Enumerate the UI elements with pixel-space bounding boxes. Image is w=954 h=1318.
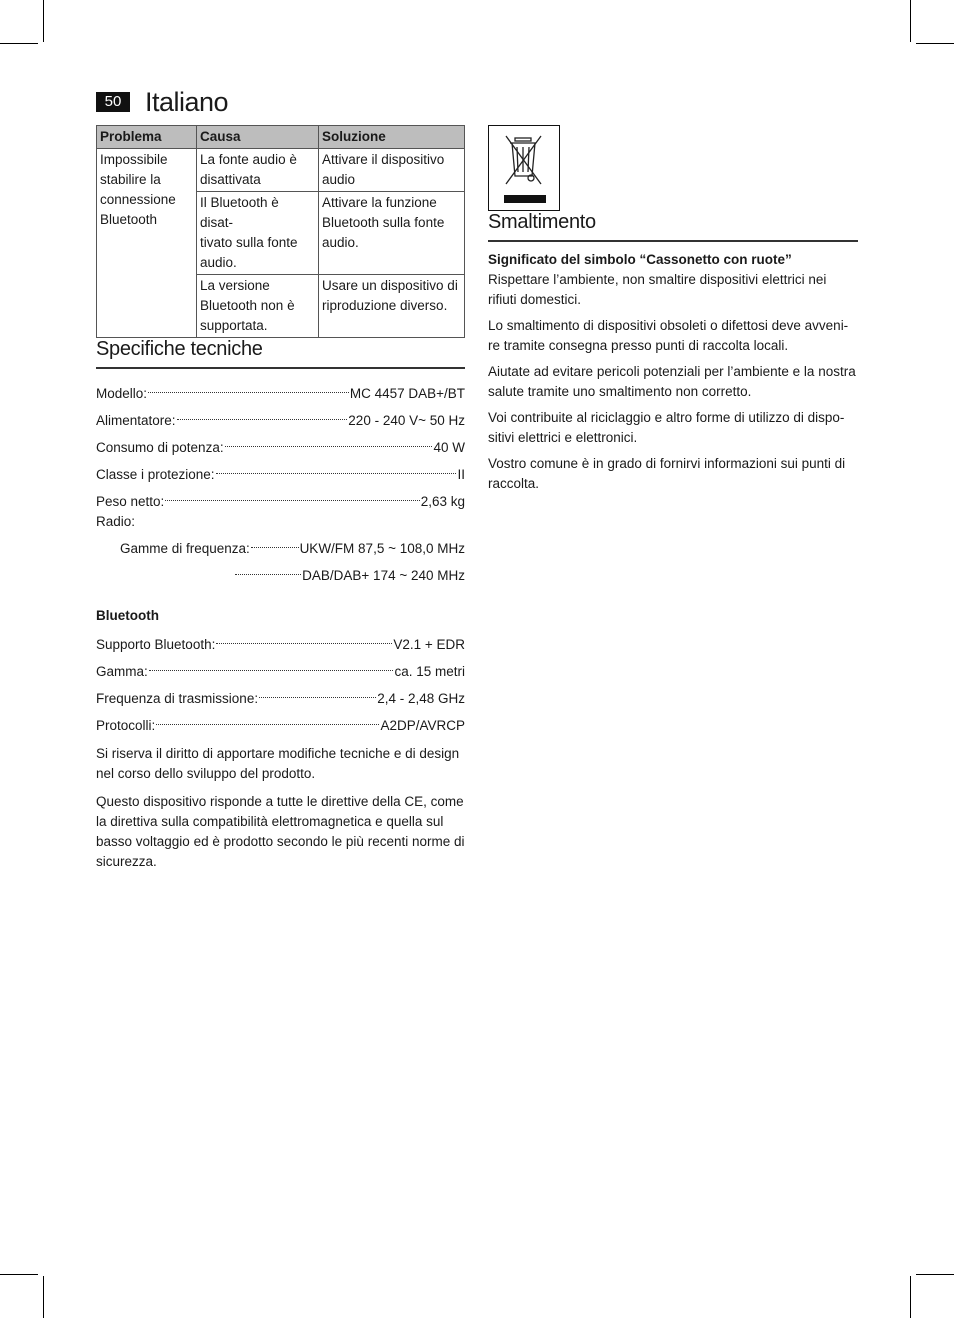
cell-line: supportata. <box>200 318 268 333</box>
column-header: Soluzione <box>319 126 465 149</box>
cell-line: audio. <box>322 235 359 250</box>
cell-line: Il Bluetooth è disat- <box>200 195 279 230</box>
bluetooth-specs-list <box>96 628 465 736</box>
dot-leader <box>165 480 419 501</box>
page-title: Italiano <box>145 87 229 117</box>
dot-leader <box>225 426 433 447</box>
crop-mark <box>0 43 38 44</box>
cell-line: audio. <box>200 255 237 270</box>
disposal-paragraph: Rispettare l’ambiente, non smaltire dispositivi elettrici nei rifiuti domestici. <box>488 272 827 307</box>
spec-label: Modello: <box>96 386 148 401</box>
cell-line: Attivare la funzione <box>322 195 437 210</box>
column-header: Causa <box>197 126 319 149</box>
solution-cell <box>319 149 465 192</box>
disposal-paragraph: Aiutate ad evitare pericoli potenziali per l’ambiente e la nostra salute tramite uno smaltimento non corretto. <box>488 364 856 399</box>
dot-leader <box>216 623 392 644</box>
solution-cell <box>319 192 465 275</box>
spec-label: Consumo di potenza: <box>96 440 224 455</box>
spec-label: Classe i protezione: <box>96 467 215 482</box>
cause-cell <box>197 149 319 192</box>
table-header-row <box>97 126 465 149</box>
cause-cell <box>197 275 319 338</box>
cause-cell <box>197 192 319 275</box>
spec-label: Protocolli: <box>96 718 156 733</box>
cell-line: Bluetooth sulla fonte <box>322 215 445 230</box>
spec-value: 220 - 240 V~ 50 Hz <box>348 413 465 428</box>
cell-line: Bluetooth non è <box>200 298 295 313</box>
spec-label: Supporto Bluetooth: <box>96 637 216 652</box>
cell-line: Impossibile <box>100 152 168 167</box>
crossed-out-wheelie-bin-icon <box>488 125 560 211</box>
troubleshooting-table <box>96 125 465 338</box>
right-column <box>488 125 858 494</box>
crop-mark <box>910 0 911 42</box>
disposal-paragraph: Lo smaltimento di dispositivi obsoleti o difettosi deve avveni-re tramite consegna presso punti di raccolta locali. <box>488 318 849 353</box>
cell-line: stabilire la <box>100 172 161 187</box>
column-header: Problema <box>97 126 197 149</box>
spec-row <box>96 485 465 512</box>
cell-line: riproduzione diverso. <box>322 298 448 313</box>
cell-line: audio <box>322 172 356 187</box>
dot-leader <box>251 527 299 548</box>
dot-leader <box>216 453 457 474</box>
dot-leader <box>259 677 376 698</box>
dot-leader <box>235 554 301 575</box>
crop-mark <box>916 43 954 44</box>
cell-line: connessione <box>100 192 176 207</box>
cell-line: La fonte audio è <box>200 152 297 167</box>
spec-value: 2,63 kg <box>420 494 465 509</box>
crop-mark <box>916 1274 954 1275</box>
dot-leader <box>177 399 348 420</box>
crop-mark <box>0 1274 38 1275</box>
spec-value: V2.1 + EDR <box>393 637 465 652</box>
cell-line: La versione <box>200 278 270 293</box>
dot-leader <box>149 650 394 671</box>
cell-line: tivato sulla fonte <box>200 235 298 250</box>
solution-cell <box>319 275 465 338</box>
spec-row <box>96 709 465 736</box>
specs-heading: Specifiche tecniche <box>96 338 465 369</box>
spec-label: Alimentatore: <box>96 413 176 428</box>
spec-label: Frequenza di trasmissione: <box>96 691 259 706</box>
cell-line: Attivare il dispositivo <box>322 152 445 167</box>
spec-value: II <box>457 467 465 482</box>
crop-mark <box>43 0 44 42</box>
crop-mark <box>910 1276 911 1318</box>
specs-list <box>96 377 465 586</box>
spec-value: 40 W <box>433 440 465 455</box>
spec-value: MC 4457 DAB+/BT <box>349 386 465 401</box>
dot-leader <box>156 704 379 725</box>
disposal-subheading: Significato del simbolo “Cassonetto con ruote” <box>488 252 792 267</box>
spec-value: UKW/FM 87,5 ~ 108,0 MHz <box>299 541 465 556</box>
page-number: 50 <box>96 92 130 112</box>
bin-icon <box>503 132 547 190</box>
cell-line: disattivata <box>200 172 261 187</box>
spec-row <box>96 559 465 586</box>
design-note: Si riserva il diritto di apportare modifiche tecniche e di design nel corso dello sviluppo del prodotto. <box>96 746 460 781</box>
spec-label: Peso netto: <box>96 494 165 509</box>
ce-note: Questo dispositivo risponde a tutte le direttive della CE, come la direttiva sulla compatibilità elettromagnetica e quella sul basso voltaggio ed è prodotto secondo le più recenti norme di sicurezza. <box>96 794 465 869</box>
table-row <box>97 149 465 192</box>
dot-leader <box>148 372 349 393</box>
disposal-heading: Smaltimento <box>488 211 858 242</box>
cell-line: Usare un dispositivo di <box>322 278 458 293</box>
spec-label: Radio: <box>96 514 136 529</box>
crop-mark <box>43 1276 44 1318</box>
problem-cell <box>97 149 197 338</box>
left-column <box>96 125 465 872</box>
spec-value: A2DP/AVRCP <box>380 718 465 733</box>
bin-underline-bar <box>504 195 546 203</box>
spec-value: 2,4 - 2,48 GHz <box>377 691 465 706</box>
cell-line: Bluetooth <box>100 212 158 227</box>
disposal-paragraph: Voi contribuite al riciclaggio e altro forme di utilizzo di dispo-sitivi elettrici e elettronici. <box>488 410 845 445</box>
spec-label: Gamma: <box>96 664 148 679</box>
spec-value: ca. 15 metri <box>394 664 465 679</box>
spec-value: DAB/DAB+ 174 ~ 240 MHz <box>302 568 465 583</box>
bluetooth-heading: Bluetooth <box>96 608 159 623</box>
spec-label: Gamme di frequenza: <box>120 541 250 556</box>
disposal-paragraph: Vostro comune è in grado di fornirvi informazioni sui punti di raccolta. <box>488 456 846 491</box>
